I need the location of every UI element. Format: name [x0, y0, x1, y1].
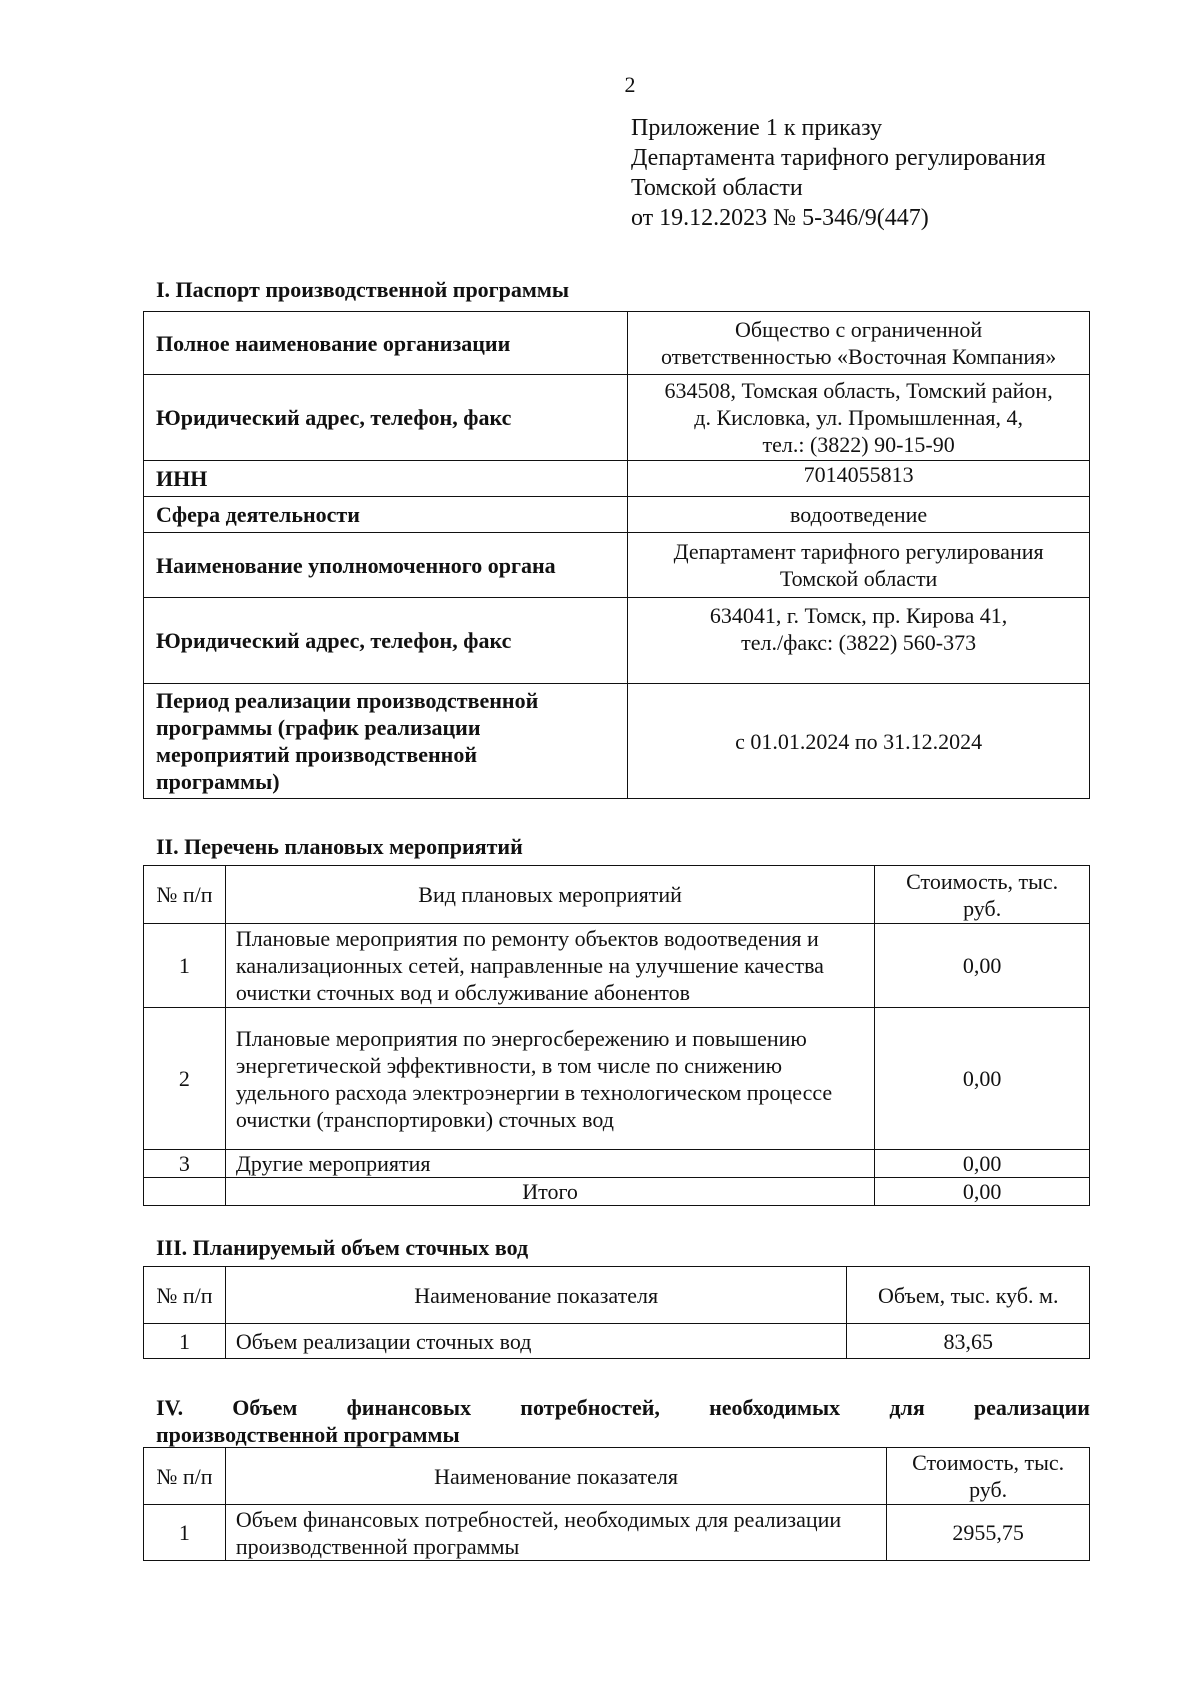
- table-cell-value: [628, 533, 1090, 598]
- cell-name: Объем финансовых потребностей, необходимых для реализации производственной программы: [225, 1505, 886, 1561]
- appendix-header: [631, 113, 1046, 233]
- table-row: [144, 1008, 1090, 1150]
- header-cost: Стоимость, тыс. руб.: [887, 1448, 1090, 1505]
- value-line: тел./факс: (3822) 560-373: [741, 630, 977, 655]
- value-line: 634508, Томская область, Томский район,: [664, 378, 1053, 403]
- cell-cost: 0,00: [875, 1150, 1090, 1178]
- section-4-title: [156, 1394, 1090, 1448]
- cell-volume: 83,65: [847, 1324, 1090, 1359]
- cell-kind: Другие мероприятия: [225, 1150, 874, 1178]
- cell-num: 3: [144, 1150, 226, 1178]
- table-row: [144, 533, 1090, 598]
- cell-empty: [144, 1178, 226, 1206]
- appendix-line: Томской области: [631, 175, 803, 201]
- title-word: необходимых: [709, 1395, 841, 1420]
- header-kind: Вид плановых мероприятий: [225, 866, 874, 924]
- section-3-title: III. Планируемый объем сточных вод: [156, 1235, 529, 1260]
- table-cell-label: Юридический адрес, телефон, факс: [144, 598, 628, 684]
- title-word: реализации: [973, 1395, 1090, 1420]
- title-word: потребностей,: [520, 1395, 660, 1420]
- value-line: Томской области: [779, 566, 938, 591]
- value-line: Департамент тарифного регулирования: [673, 539, 1044, 564]
- cell-num: 1: [144, 1324, 226, 1359]
- table-cell-value: [628, 497, 1090, 533]
- cell-num: 1: [144, 924, 226, 1008]
- table-row: [144, 497, 1090, 533]
- header-name: Наименование показателя: [225, 1448, 886, 1505]
- table-cell-label: Юридический адрес, телефон, факс: [144, 375, 628, 461]
- cell-cost: 2955,75: [887, 1505, 1090, 1561]
- table-cell-label: ИНН: [144, 461, 628, 497]
- value-line: с 01.01.2024 по 31.12.2024: [735, 728, 983, 754]
- value-line: д. Кисловка, ул. Промышленная, 4,: [694, 405, 1023, 430]
- table-row: [144, 461, 1090, 497]
- cell-total-label: Итого: [225, 1178, 874, 1206]
- header-volume: Объем, тыс. куб. м.: [847, 1267, 1090, 1324]
- table-row: [144, 375, 1090, 461]
- cell-num: 2: [144, 1008, 226, 1150]
- header-cost: Стоимость, тыс. руб.: [875, 866, 1090, 924]
- table-cell-label: Сфера деятельности: [144, 497, 628, 533]
- table-cell-value: [628, 461, 1090, 497]
- volume-table: [143, 1266, 1090, 1359]
- table-cell-value: [628, 598, 1090, 684]
- table-cell-value: [628, 312, 1090, 375]
- header-name: Наименование показателя: [225, 1267, 847, 1324]
- passport-table: [143, 311, 1090, 799]
- table-total-row: [144, 1178, 1090, 1206]
- value-line: ответственностью «Восточная Компания»: [660, 344, 1057, 369]
- cell-kind: Плановые мероприятия по ремонту объектов водоотведения и канализационных сетей, направленные на улучшение качества очистки сточных вод и обслуживание абонентов: [225, 924, 874, 1008]
- cell-kind: Плановые мероприятия по энергосбережению и повышению энергетической эффективности, в том числе по снижению удельного расхода электроэнергии в технологическом процессе очистки (транспортировки) сточных вод: [225, 1008, 874, 1150]
- table-cell-label: Период реализации производственной программы (график реализации мероприятий производственной программы): [144, 684, 628, 799]
- title-word: IV.: [156, 1395, 184, 1420]
- section-4-title-line1: [156, 1394, 1090, 1421]
- appendix-line: Приложение 1 к приказу: [631, 115, 883, 141]
- table-cell-value: [628, 684, 1090, 799]
- table-cell-label: Полное наименование организации: [144, 312, 628, 375]
- table-header-row: [144, 1448, 1090, 1505]
- table-cell-value: [628, 375, 1090, 461]
- measures-table: [143, 865, 1090, 1206]
- table-row: [144, 1505, 1090, 1561]
- table-row: [144, 598, 1090, 684]
- value-line: 634041, г. Томск, пр. Кирова 41,: [709, 603, 1008, 628]
- table-row: [144, 924, 1090, 1008]
- value-line: 7014055813: [803, 462, 914, 487]
- header-num: № п/п: [144, 866, 226, 924]
- cell-name: Объем реализации сточных вод: [225, 1324, 847, 1359]
- finance-table: [143, 1447, 1090, 1561]
- header-num: № п/п: [144, 1267, 226, 1324]
- section-1-title: I. Паспорт производственной программы: [156, 277, 570, 302]
- value-line: тел.: (3822) 90-15-90: [762, 432, 955, 457]
- table-row: [144, 1324, 1090, 1359]
- page-number: 2: [624, 72, 636, 97]
- header-num: № п/п: [144, 1448, 226, 1505]
- title-word: финансовых: [346, 1395, 472, 1420]
- appendix-line: Департамента тарифного регулирования: [631, 145, 1046, 171]
- value-line: водоотведение: [790, 502, 928, 527]
- table-cell-label: Наименование уполномоченного органа: [144, 533, 628, 598]
- table-row: [144, 312, 1090, 375]
- value-line: Общество с ограниченной: [735, 317, 983, 342]
- cell-cost: 0,00: [875, 924, 1090, 1008]
- table-row: [144, 684, 1090, 799]
- table-header-row: [144, 866, 1090, 924]
- table-header-row: [144, 1267, 1090, 1324]
- title-word: Объем: [232, 1395, 298, 1420]
- cell-total-cost: 0,00: [875, 1178, 1090, 1206]
- cell-num: 1: [144, 1505, 226, 1561]
- table-row: [144, 1150, 1090, 1178]
- section-4-title-line2: производственной программы: [156, 1422, 460, 1447]
- section-2-title: II. Перечень плановых мероприятий: [156, 834, 523, 859]
- cell-cost: 0,00: [875, 1008, 1090, 1150]
- title-word: для: [889, 1395, 925, 1420]
- appendix-line: от 19.12.2023 № 5-346/9(447): [631, 205, 929, 231]
